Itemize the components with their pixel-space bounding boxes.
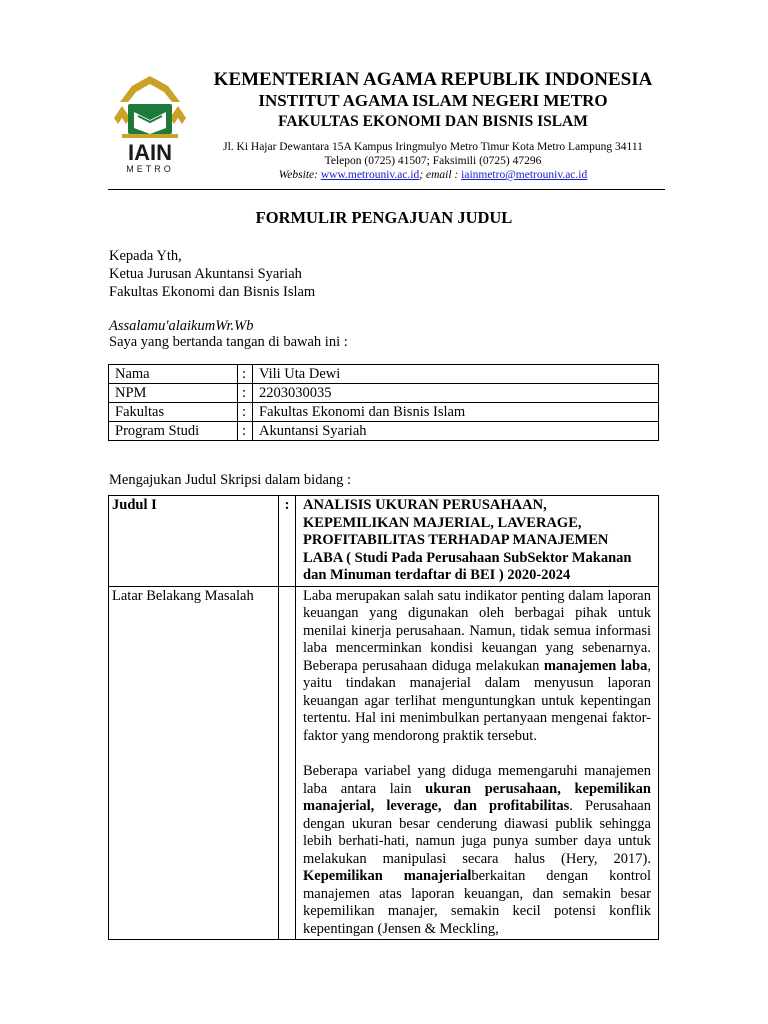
p2-text-a: Beberapa variabel yang diduga memengaruhi manajemen laba antara lain	[303, 763, 651, 797]
faculty-name: FAKULTAS EKONOMI DAN BISNIS ISLAM	[278, 113, 588, 130]
judul-sep: :	[279, 496, 296, 587]
table-row	[109, 403, 659, 422]
identity-sep: :	[238, 384, 253, 403]
identity-sep: :	[238, 422, 253, 441]
table-row	[109, 422, 659, 441]
intro-text: Saya yang bertanda tangan di bawah ini :	[109, 334, 348, 350]
email-link[interactable]: iainmetro@metrouniv.ac.id	[461, 169, 588, 181]
judul-cell	[296, 496, 659, 587]
identity-table	[108, 364, 659, 441]
addressee-line-2: Ketua Jurusan Akuntansi Syariah	[109, 266, 302, 282]
p2-bold-variables: ukuran perusahaan, kepemilikan manajerial, leverage, dan profitabilitas	[303, 780, 651, 814]
institute-name: INSTITUT AGAMA ISLAM NEGERI METRO	[258, 91, 608, 110]
website-link[interactable]: www.metrouniv.ac.id	[320, 169, 420, 181]
form-title: FORMULIR PENGAJUAN JUDUL	[255, 208, 513, 227]
p1-text-c: , yaitu tindakan manajerial dalam menyusun laporan keuangan agar terlihat menguntungkan untuk kepentingan tertentu. Hal ini menimbulkan pertanyaan mengenai faktor-faktor yang mendorong praktik tersebut.	[303, 657, 651, 744]
identity-value: Fakultas Ekonomi dan Bisnis Islam	[253, 403, 659, 422]
p2-text-e: berkaitan dengan kontrol manajemen atas laporan keuangan, dan semakin besar kepemilikan manajer, semakin kecil potensi konflik kepentingan (Jensen & Meckling,	[303, 868, 651, 937]
identity-label: Program Studi	[109, 422, 238, 441]
p2-text-c: . Perusahaan dengan ukuran besar cenderung diawasi publik sehingga lebih berhati-hati, namun juga punya sumber daya untuk melakukan manipulasi secara halus (Hery, 2017).	[303, 798, 651, 867]
identity-value: Akuntansi Syariah	[253, 422, 659, 441]
identity-value: Vili Uta Dewi	[253, 365, 659, 384]
latar-label: Latar Belakang Masalah	[109, 586, 279, 940]
identity-label: NPM	[109, 384, 238, 403]
ministry-name: KEMENTERIAN AGAMA REPUBLIK INDONESIA	[213, 69, 653, 90]
table-row	[109, 365, 659, 384]
table-row	[109, 384, 659, 403]
letterhead	[108, 68, 664, 192]
header-divider	[108, 189, 665, 190]
p1-bold-term: manajemen laba	[543, 657, 648, 674]
address: Jl. Ki Hajar Dewantara 15A Kampus Iringmulyo Metro Timur Kota Metro Lampung 34111	[223, 141, 643, 153]
letterhead-text	[198, 68, 668, 182]
identity-label: Fakultas	[109, 403, 238, 422]
table-row	[109, 586, 659, 940]
iain-metro-logo	[112, 72, 188, 176]
greeting: Assalamu'alaikumWr.Wb	[109, 318, 254, 334]
latar-paragraph-1	[299, 588, 655, 746]
email-label: ; email :	[419, 169, 459, 181]
logo-main-text: IAIN	[128, 140, 172, 165]
website-label: Website:	[278, 169, 318, 181]
p1-text-a: Laba merupakan salah satu indikator penting dalam laporan keuangan yang digunakan oleh berbagai pihak untuk menilai kinerja perusahaan. Namun, tidak semua informasi laba mencerminkan kondisi keuangan yang sebenarnya. Beberapa perusahaan diduga melakukan	[303, 587, 651, 674]
p2-bold-kepemilikan: Kepemilikan manajerial	[303, 868, 472, 884]
phone-fax: Telepon (0725) 41507; Faksimili (0725) 47296	[324, 155, 542, 167]
latar-cell	[296, 586, 659, 940]
table-row	[109, 496, 659, 587]
logo-sub-text: METRO	[126, 164, 174, 174]
identity-sep: :	[238, 365, 253, 384]
judul-title: ANALISIS UKURAN PERUSAHAAN, KEPEMILIKAN MAJERIAL, LAVERAGE, PROFITABILITAS TERHADAP MANAJEMEN LABA ( Studi Pada Perusahaan SubSektor Makanan dan Minuman terdaftar di BEI ) 2020-2024	[303, 497, 632, 583]
submit-text: Mengajukan Judul Skripsi dalam bidang :	[109, 472, 352, 488]
latar-paragraph-2	[299, 763, 655, 938]
judul-table	[108, 495, 659, 940]
addressee-line-3: Fakultas Ekonomi dan Bisnis Islam	[109, 284, 316, 300]
identity-sep: :	[238, 403, 253, 422]
latar-sep-cell	[279, 586, 296, 940]
contact-line	[198, 168, 668, 182]
identity-label: Nama	[109, 365, 238, 384]
judul-label: Judul I	[109, 496, 279, 587]
identity-value: 2203030035	[253, 384, 659, 403]
addressee-line-1: Kepada Yth,	[109, 248, 182, 264]
